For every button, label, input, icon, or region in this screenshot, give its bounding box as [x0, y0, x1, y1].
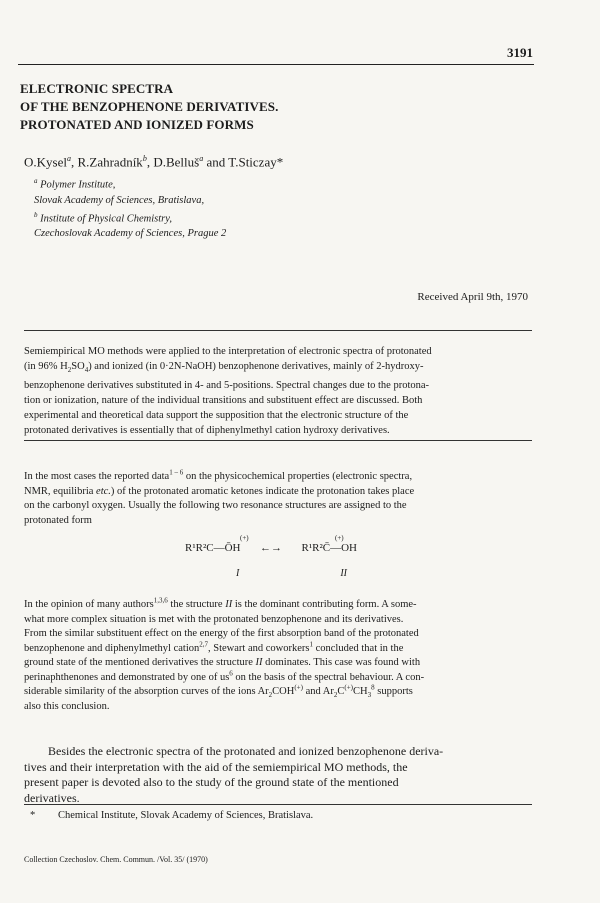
- para3-line: present paper is devoted also to the study of the ground state of the mentioned: [24, 775, 399, 789]
- para2-text: perinaphthenones and demonstrated by one of us: [24, 671, 230, 683]
- para2-text: siderable similarity of the absorption curves of the ions Ar: [24, 686, 269, 697]
- author-sep: and: [203, 154, 229, 170]
- para3-line: tives and their interpretation with the aid of the semiempirical MO methods, the: [24, 759, 408, 774]
- superscript: (+): [294, 683, 303, 692]
- header-rule: [18, 64, 534, 65]
- title-line-2: OF THE BENZOPHENONE DERIVATIVES.: [20, 99, 279, 114]
- intro-line: protonated form: [24, 514, 92, 526]
- para2-line: [24, 671, 532, 686]
- abstract-bottom-rule: [24, 440, 532, 441]
- title-line-3: PROTONATED AND IONIZED FORMS: [20, 117, 254, 132]
- abstract: [24, 344, 532, 438]
- para2-line: what more complex situation is met with the protonated benzophenone and its derivatives.: [24, 613, 404, 625]
- superscript: (+): [344, 683, 354, 692]
- author-sep: ,: [70, 154, 78, 170]
- intro-text: In the most cases the reported data: [24, 471, 170, 482]
- subscript: 2: [268, 691, 273, 700]
- abstract-line: Semiempirical MO methods were applied to the interpretation of electronic spectra of protonated: [24, 346, 432, 357]
- abstract-top-rule: [24, 330, 532, 331]
- label-ii: II: [340, 568, 348, 579]
- received-date: Received April 9th, 1970: [417, 291, 528, 303]
- para2-text: , Stewart and coworkers: [208, 642, 310, 654]
- abstract-line: tion or ionization, nature of the individual transitions and substituent effect are discussed. Both: [24, 395, 423, 407]
- resonance-arrow: ←→: [260, 542, 282, 554]
- intro-line: [24, 485, 532, 500]
- affiliation-b: [34, 208, 334, 227]
- citation: 1: [309, 640, 313, 648]
- citation: 1 – 6: [169, 468, 184, 477]
- para2-text: is the dominant contributing form. A some-: [232, 599, 417, 610]
- author-kysel-affil: a: [66, 154, 71, 163]
- affiliation-b-marker: b: [34, 210, 38, 219]
- author-sticzay-affil: *: [276, 154, 284, 170]
- author-bellus-affil: a: [199, 154, 204, 163]
- second-paragraph: [24, 598, 532, 714]
- footnote-rule: [24, 804, 532, 805]
- para2-text: ground state of the mentioned derivatives the structure: [24, 657, 256, 668]
- affiliations: [34, 174, 334, 241]
- author-list: [24, 154, 524, 170]
- article-title: [20, 80, 440, 134]
- para2-text: benzophenone and diphenylmethyl cation: [24, 642, 200, 654]
- structure-ii: R¹R²C̄—OH: [301, 542, 357, 554]
- abstract-line: benzophenone derivatives substituted in 4- and 5-positions. Spectral changes due to the protona-: [24, 380, 430, 392]
- citation: 6: [229, 669, 233, 677]
- affiliation-a-name: Polymer Institute,: [37, 179, 116, 191]
- author-sticzay: T.Sticzay: [228, 154, 277, 170]
- intro-italic: etc.: [96, 485, 111, 497]
- para2-line: From the similar substituent effect on the energy of the first absorption band of the protonated: [24, 628, 419, 639]
- para2-text: on the basis of the spectral behaviour. A con-: [232, 671, 425, 683]
- para2-line: [24, 598, 532, 613]
- para2-text: In the opinion of many authors: [24, 599, 154, 610]
- affiliation-a-marker: a: [34, 177, 38, 185]
- author-bellus: D.Belluš: [153, 154, 200, 170]
- para2-italic: II: [225, 599, 233, 610]
- abstract-sub: 2: [67, 366, 72, 375]
- intro-line: [24, 470, 532, 485]
- affiliation-a-org: Slovak Academy of Sciences, Bratislava,: [34, 194, 205, 206]
- para2-text: C: [337, 686, 345, 697]
- para2-line: [24, 642, 532, 657]
- para2-text: the structure: [167, 599, 226, 610]
- subscript: 3: [367, 691, 372, 700]
- para2-italic: II: [255, 657, 263, 668]
- citation: 2,7: [199, 640, 208, 648]
- author-zahradnik-affil: b: [142, 154, 147, 163]
- footnote: [30, 810, 510, 821]
- abstract-text: (in 96% H: [24, 361, 68, 372]
- intro-text: NMR, equilibria: [24, 485, 97, 497]
- para3-line: derivatives.: [24, 790, 80, 805]
- intro-line: on the carbonyl oxygen. Usually the following two resonance structures are assigned to the: [24, 500, 407, 511]
- para2-text: concluded that in the: [312, 642, 404, 654]
- para2-line: [24, 656, 532, 671]
- abstract-line: [24, 359, 532, 378]
- label-i: I: [236, 568, 240, 579]
- abstract-text: SO: [71, 361, 85, 372]
- charge-left: (+): [240, 534, 249, 542]
- structure-i: R¹R²C—ŌH: [185, 542, 241, 554]
- para2-line: [24, 685, 532, 700]
- para2-text: CH: [353, 686, 368, 697]
- para3-line: Besides the electronic spectra of the protonated and ionized benzophenone deriva-: [48, 744, 444, 758]
- journal-footer: Collection Czechoslov. Chem. Commun. /Vol. 35/ (1970): [24, 855, 208, 864]
- citation: 8: [371, 683, 375, 692]
- abstract-line: experimental and theoretical data support the supposition that the electronic structure of the: [24, 410, 409, 422]
- page-number: 3191: [507, 45, 533, 60]
- resonance-formula: [185, 534, 395, 554]
- author-sep: ,: [146, 154, 154, 170]
- affiliation-b-name: Institute of Physical Chemistry,: [37, 213, 172, 224]
- author-zahradnik: R.Zahradník: [77, 154, 143, 170]
- footnote-marker: *: [30, 810, 36, 821]
- citation: 1,3,6: [153, 596, 168, 605]
- author-kysel: O.Kysel: [24, 154, 67, 170]
- para2-line: also this conclusion.: [24, 700, 110, 712]
- intro-text: ) of the protonated aromatic ketones indicate the protonation takes place: [110, 485, 415, 497]
- intro-paragraph: [24, 470, 532, 528]
- title-line-1: ELECTRONIC SPECTRA: [20, 81, 174, 96]
- abstract-sub: 4: [84, 366, 89, 375]
- abstract-text: ) and ionized (in 0·2N-NaOH) benzophenone derivatives, mainly of 2-hydroxy-: [88, 361, 424, 372]
- intro-text: on the physicochemical properties (electronic spectra,: [183, 471, 413, 482]
- footnote-text: Chemical Institute, Slovak Academy of Sciences, Bratislava.: [58, 810, 314, 821]
- para2-text: and Ar: [302, 686, 334, 697]
- third-paragraph: [24, 744, 532, 806]
- para2-text: supports: [374, 686, 413, 697]
- affiliation-b-org: Czechoslovak Academy of Sciences, Prague 2: [34, 228, 227, 239]
- subscript: 2: [333, 691, 338, 700]
- abstract-line: protonated derivatives is essentially that of diphenylmethyl cation hydroxy derivatives.: [24, 425, 390, 437]
- para2-text: COH: [272, 686, 295, 697]
- formula-labels: [236, 568, 356, 579]
- para2-text: dominates. This case was found with: [262, 657, 421, 668]
- affiliation-a: [34, 174, 334, 193]
- charge-right: (+): [335, 534, 344, 542]
